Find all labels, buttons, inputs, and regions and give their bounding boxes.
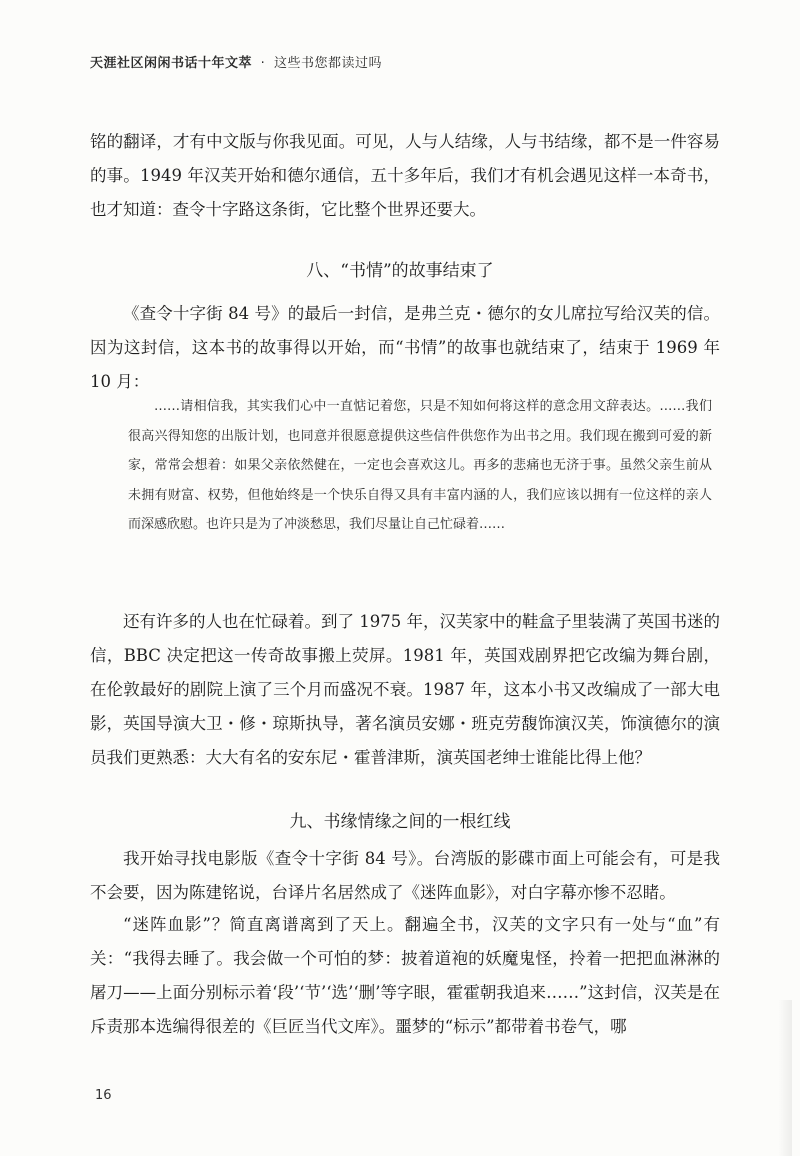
paragraph-last-letter: 《查令十字街 84 号》的最后一封信，是弗兰克・德尔的女儿席拉写给汉芙的信。因为这封信，这本书的故事得以开始，而“书情”的故事也就结束了，结束于 1969 年 10 月： [90,304,720,391]
chapter-subtitle: 这些书您都读过吗 [273,56,382,71]
book-title: 天涯社区闲闲书话十年文萃 [90,56,253,71]
paragraph-adaptations: 还有许多的人也在忙碌着。到了 1975 年，汉芙家中的鞋盒子里装满了英国书迷的信，BBC 决定把这一传奇故事搬上荧屏。1981 年，英国戏剧界把它改编为舞台剧，在伦敦最好的剧院上演了三个月而盛况不衰。1987 年，这本小书又改编成了一部大电影，英国导演大卫・修・琼斯执导，著名演员安娜・班克劳馥饰演汉芙，饰演德尔的演员我们更熟悉：大大有名的安东尼・霍普津斯，演英国老绅士谁能比得上他？ [90,612,720,767]
paragraph-film-search: 我开始寻找电影版《查令十字街 84 号》。台湾版的影碟市面上可能会有，可是我不会要，因为陈建铭说，台译片名居然成了《迷阵血影》，对白字幕亦惨不忍睹。 [90,849,720,902]
section-heading-9: 九、书缘情缘之间的一根红线 [289,812,511,832]
paragraph-film-title: “迷阵血影”？简直离谱离到了天上。翻遍全书，汉芙的文字只有一处与“血”有关：“我得去睡了。我会做一个可怕的梦：披着道袍的妖魔鬼怪，拎着一把把血淋淋的屠刀——上面分别标示着‘段’‘节’‘选’‘删’等字眼，霍霍朝我追来……”这封信，汉芙是在斥责那本选编得很差的《巨匠当代文库》。噩梦的“标示”都带着书卷气，哪 [90,915,720,1036]
header-separator: · [260,56,266,71]
paragraph-translation: 铭的翻译，才有中文版与你我见面。可见，人与人结缘，人与书结缘，都不是一件容易的事。1949 年汉芙开始和德尔通信，五十多年后，我们才有机会遇见这样一本奇书，也才知道：查令十字路这条街，它比整个世界还要大。 [90,132,720,219]
section-heading-8: 八、“书情”的故事结束了 [306,261,494,281]
running-header [90,52,382,71]
page-number: 16 [95,1088,112,1103]
scan-shadow [778,1000,792,1156]
block-quote-letter: ……请相信我，其实我们心中一直惦记着您，只是不知如何将这样的意念用文辞表达。……我们很高兴得知您的出版计划，也同意并很愿意提供这些信件供您作为出书之用。我们现在搬到可爱的新家，常常会想着：如果父亲依然健在，一定也会喜欢这儿。再多的悲痛也无济于事。虽然父亲生前从未拥有财富、权势，但他始终是一个快乐自得又具有丰富内涵的人，我们应该以拥有一位这样的亲人而深感欣慰。也许只是为了冲淡愁思，我们尽量让自己忙碌着…… [128,399,712,532]
